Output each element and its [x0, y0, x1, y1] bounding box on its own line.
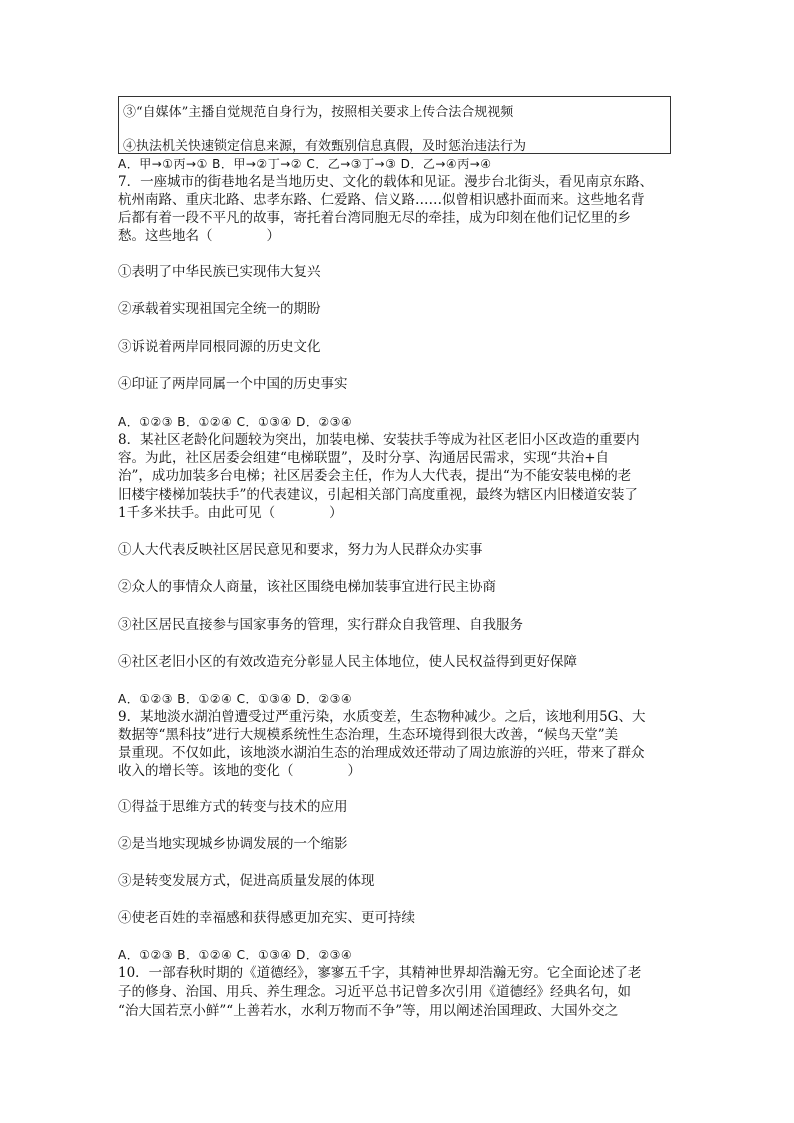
q9-item-4: ④使老百姓的幸福感和获得感更加充实、更可持续	[118, 910, 415, 926]
q9-item-2: ②是当地实现城乡协调发展的一个缩影	[118, 836, 348, 852]
q8-stem-line: 1千多米扶手。由此可见（ ）	[118, 505, 343, 521]
q7-stem-line: 愁。这些地名（ ）	[118, 228, 280, 244]
q7-item-3: ③诉说着两岸同根同源的历史文化	[118, 339, 321, 355]
q6-options: A．甲→①丙→① B．甲→②丁→② C．乙→③丁→③ D．乙→④丙→④	[118, 157, 492, 171]
q9-item-1: ①得益于思维方式的转变与技术的应用	[118, 799, 348, 815]
q10-stem-line: “治大国若烹小鲜”“上善若水，水利万物而不争”等，用以阐述治国理政、大国外交之	[118, 1003, 619, 1019]
q8-item-3: ③社区居民直接参与国家事务的管理，实行群众自我管理、自我服务	[118, 617, 523, 633]
q7-stem-line: 7．一座城市的街巷地名是当地历史、文化的载体和见证。漫步台北街头，看见南京东路、	[118, 174, 654, 190]
q8-stem-line: 容。为此，社区居委会组建“电梯联盟”，及时分享、沟通居民需求，实现“共治+自	[118, 450, 610, 466]
q7-stem-line: 杭州南路、重庆北路、忠孝东路、仁爱路、信义路……似曾相识感扑面而来。这些地名背	[118, 192, 645, 208]
q7-item-4: ④印证了两岸同属一个中国的历史事实	[118, 376, 348, 392]
options-table-box	[118, 96, 671, 154]
q7-item-1: ①表明了中华民族已实现伟大复兴	[118, 264, 321, 280]
q9-stem-line: 景重现。不仅如此，该地淡水湖泊生态的治理成效还带动了周边旅游的兴旺，带来了群众	[118, 745, 645, 761]
q7-item-2: ②承载着实现祖国完全统一的期盼	[118, 301, 321, 317]
q8-item-2: ②众人的事情众人商量，该社区围绕电梯加装事宜进行民主协商	[118, 579, 496, 595]
box-item-4: ④执法机关快速锁定信息来源，有效甄别信息真假，及时惩治违法行为	[123, 139, 527, 154]
q8-item-1: ①人大代表反映社区居民意见和要求，努力为人民群众办实事	[118, 542, 483, 558]
q10-stem-line: 10．一部春秋时期的《道德经》，寥寥五千字，其精神世界却浩瀚无穷。它全面论述了老	[118, 965, 642, 981]
q8-stem-line: 旧楼宇楼梯加装扶手”的代表建议，引起相关部门高度重视，最终为辖区内旧楼道安装了	[118, 487, 638, 503]
q8-stem-line: 8．某社区老龄化问题较为突出，加装电梯、安装扶手等成为社区老旧小区改造的重要内	[118, 432, 640, 448]
q9-options: A．①②③ B．①②④ C．①③④ D．②③④	[118, 948, 353, 962]
q9-stem-line: 9．某地淡水湖泊曾遭受过严重污染，水质变差，生态物种减少。之后，该地利用5G、大	[118, 709, 646, 725]
q9-item-3: ③是转变发展方式，促进高质量发展的体现	[118, 873, 375, 889]
q8-options: A．①②③ B．①②④ C．①③④ D．②③④	[118, 692, 353, 706]
q7-options: A．①②③ B．①②④ C．①③④ D．②③④	[118, 415, 353, 429]
q9-stem-line: 数据等“黑科技”进行大规模系统性生态治理，生态环境得到很大改善，“候鸟天堂”美	[118, 727, 619, 743]
q10-stem-line: 子的修身、治国、用兵、养生理念。习近平总书记曾多次引用《道德经》经典名句，如	[118, 984, 631, 1000]
q8-item-4: ④社区老旧小区的有效改造充分彰显人民主体地位，使人民权益得到更好保障	[118, 654, 577, 670]
q8-stem-line: 治”，成功加装多台电梯；社区居委会主任，作为人大代表，提出“为不能安装电梯的老	[118, 468, 632, 484]
q9-stem-line: 收入的增长等。该地的变化（ ）	[118, 763, 361, 779]
q7-stem-line: 后都有着一段不平凡的故事，寄托着台湾同胞无尽的牵挂，成为印刻在他们记忆里的乡	[118, 210, 631, 226]
box-item-3: ③“自媒体”主播自觉规范自身行为，按照相关要求上传合法合规视频	[123, 105, 514, 120]
